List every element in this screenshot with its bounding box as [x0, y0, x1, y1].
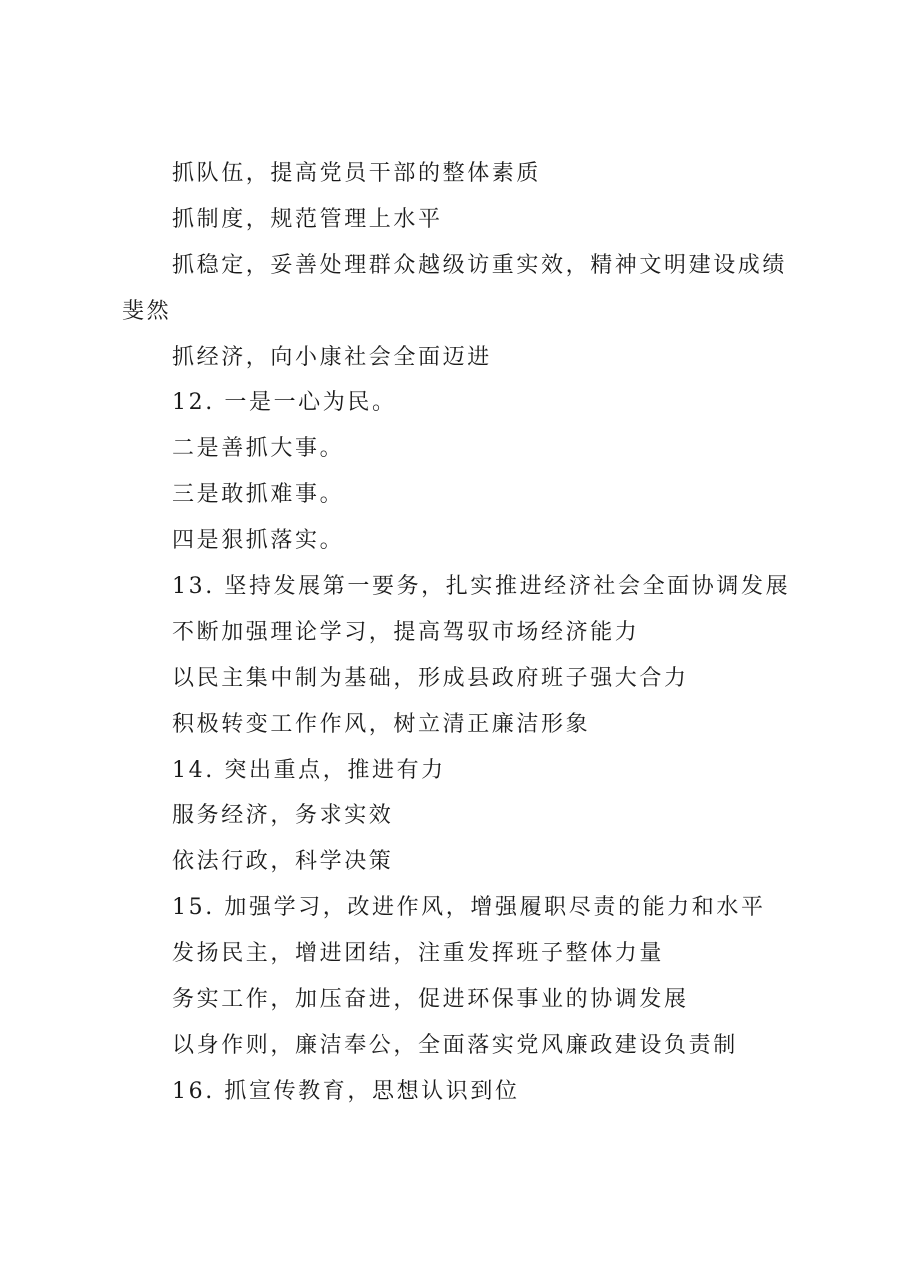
- text-line: 服务经济，务求实效: [172, 803, 394, 829]
- text-line: 以身作则，廉洁奉公，全面落实党风廉政建设负责制: [172, 1032, 738, 1058]
- text-line: 15. 加强学习，改进作风，增强履职尽责的能力和水平: [172, 895, 766, 921]
- document-body: [122, 151, 802, 1115]
- text-line: 二是善抓大事。: [172, 436, 345, 462]
- text-line: 依法行政，科学决策: [172, 849, 394, 875]
- text-line: 斐然: [122, 298, 172, 324]
- text-line: 抓经济，向小康社会全面迈进: [172, 344, 492, 370]
- text-line: 四是狠抓落实。: [172, 528, 345, 554]
- text-line: 抓队伍，提高党员干部的整体素质: [172, 161, 542, 186]
- text-line: 不断加强理论学习，提高驾驭市场经济能力: [172, 619, 640, 645]
- text-line: 三是敢抓难事。: [172, 482, 345, 508]
- text-line: 14. 突出重点，推进有力: [172, 757, 446, 783]
- text-line: 积极转变工作作风，树立清正廉洁形象: [172, 711, 591, 737]
- text-line: 发扬民主，增进团结，注重发挥班子整体力量: [172, 941, 665, 967]
- text-line: 以民主集中制为基础，形成县政府班子强大合力: [172, 665, 689, 691]
- text-line: 13. 坚持发展第一要务，扎实推进经济社会全面协调发展: [172, 574, 791, 600]
- text-line: 抓稳定，妥善处理群众越级访重实效，精神文明建设成绩: [172, 252, 788, 278]
- text-line: 抓制度，规范管理上水平: [172, 206, 443, 232]
- text-line: 务实工作，加压奋进，促进环保事业的协调发展: [172, 987, 689, 1013]
- text-line: 12. 一是一心为民。: [172, 390, 397, 416]
- text-line: 16. 抓宣传教育，思想认识到位: [172, 1078, 520, 1104]
